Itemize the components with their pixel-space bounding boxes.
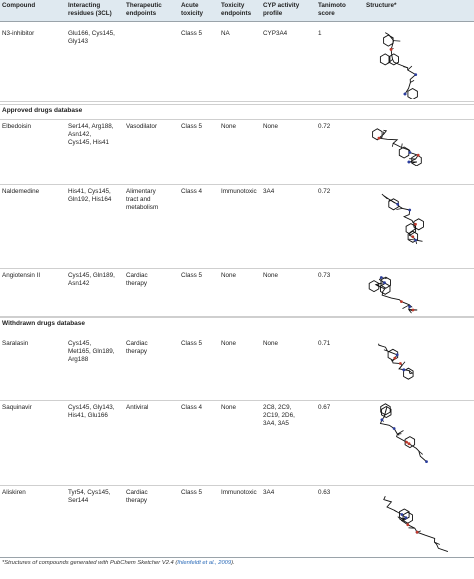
cell-endpoints-line: Cardiac <box>126 272 148 279</box>
cell-residues-line: Asn142, <box>68 131 92 139</box>
row-divider <box>0 119 474 120</box>
cell-endpoints <box>126 123 157 131</box>
header-toxicity-line: Acute <box>181 2 199 9</box>
cell-endpoints <box>126 489 148 505</box>
cell-score: 1 <box>318 30 322 37</box>
cell-toxicity: Class 5 <box>181 30 202 37</box>
cell-tox_endpoints-line: Immunotoxic <box>221 188 257 195</box>
cell-residues-line: Asn142 <box>68 280 90 288</box>
row-divider <box>0 316 474 317</box>
cell-toxicity: Class 5 <box>181 489 202 496</box>
cell-score: 0.73 <box>318 272 331 279</box>
header-cyp-line: profile <box>263 9 283 17</box>
cell-residues <box>68 340 115 364</box>
naldemedine-structure-icon <box>366 184 470 249</box>
cell-tox_endpoints <box>221 272 236 280</box>
header-toxicity <box>181 2 203 18</box>
cell-tox_endpoints <box>221 404 236 412</box>
cell-residues-line: Met165, Gln189, <box>68 348 115 356</box>
cell-tox_endpoints <box>221 30 230 38</box>
cell-residues-line: Ser144 <box>68 497 89 505</box>
footnote-text: *Structures of compounds generated with PubChem Sketcher V2.4 ( <box>2 560 178 566</box>
cell-endpoints <box>126 272 148 288</box>
header-tox_endpoints-line: endpoints <box>221 9 252 17</box>
cell-endpoints-line: therapy <box>126 348 148 356</box>
cell-residues-line: Glu166, Cys145, <box>68 30 115 37</box>
cell-score: 0.72 <box>318 123 331 130</box>
header-residues <box>68 2 112 18</box>
header-score-line: score <box>318 9 335 17</box>
cell-toxicity: Class 4 <box>181 188 202 195</box>
cell-cyp-line: 3A4 <box>263 188 275 195</box>
cell-tox_endpoints-line: None <box>221 272 237 279</box>
header-endpoints <box>126 2 162 18</box>
cell-tox_endpoints-line: Immunotoxic <box>221 489 257 496</box>
cell-endpoints-line: metabolism <box>126 204 159 212</box>
header-structure <box>366 2 396 10</box>
cell-endpoints-line: Antiviral <box>126 404 149 411</box>
cell-cyp <box>263 272 278 280</box>
cell-score: 0.71 <box>318 340 331 347</box>
cell-tox_endpoints-line: None <box>221 123 237 130</box>
table-header-row <box>0 0 474 21</box>
cell-residues <box>68 123 114 147</box>
cell-residues-line: Cys145, Gly143, <box>68 404 115 411</box>
cell-cyp <box>263 340 278 348</box>
cell-tox_endpoints <box>221 188 257 196</box>
angiotensin-structure-icon <box>366 268 470 314</box>
cell-cyp <box>263 489 274 497</box>
row-divider <box>0 400 474 401</box>
row-divider <box>0 101 474 102</box>
header-endpoints-line: endpoints <box>126 9 157 17</box>
cell-cyp-line: CYP3A4 <box>263 30 288 37</box>
cell-residues-line: Gly143 <box>68 38 88 46</box>
cell-cyp-line: 3A4 <box>263 489 275 496</box>
header-compound-line: Compound <box>2 2 36 9</box>
cell-residues <box>68 489 110 505</box>
cell-residues-line: Cys145, His41 <box>68 139 109 147</box>
cell-residues-line: Arg188 <box>68 356 89 364</box>
cell-cyp <box>263 188 274 196</box>
cell-endpoints-line: therapy <box>126 497 148 505</box>
cell-compound: Saralasin <box>2 340 29 347</box>
cell-endpoints <box>126 188 158 212</box>
cell-cyp-line: None <box>263 272 279 279</box>
header-score-line: Tanimoto <box>318 2 346 9</box>
footnote-reference-link[interactable]: Ihlenfeldt et al., 2009 <box>177 560 232 566</box>
cell-compound: Saquinavir <box>2 404 32 411</box>
footnote-end: ). <box>231 560 235 566</box>
cell-compound: Elbedoisin <box>2 123 32 130</box>
cell-toxicity: Class 5 <box>181 340 202 347</box>
cell-endpoints-line: tract and <box>126 196 151 204</box>
row-divider <box>0 317 474 318</box>
cell-residues <box>68 188 111 204</box>
saquinavir-structure-icon <box>366 400 470 466</box>
header-tox_endpoints <box>221 2 251 18</box>
cell-cyp-line: None <box>263 340 279 347</box>
header-cyp <box>263 2 299 18</box>
cell-residues-line: Tyr54, Cys145, <box>68 489 111 496</box>
cell-tox_endpoints-line: None <box>221 340 237 347</box>
row-divider <box>0 21 474 22</box>
cell-compound: Angiotensin II <box>2 272 41 279</box>
header-structure-line: Structure* <box>366 2 397 9</box>
cell-tox_endpoints-line: None <box>221 404 237 411</box>
cell-endpoints <box>126 340 148 356</box>
section-approved: Approved drugs database <box>2 107 83 114</box>
saralasin-structure-icon <box>366 336 470 382</box>
row-divider <box>0 557 474 558</box>
cell-endpoints-line: Alimentary <box>126 188 156 195</box>
header-tox_endpoints-line: Toxicity <box>221 2 245 9</box>
cell-tox_endpoints <box>221 489 257 497</box>
row-divider <box>0 268 474 269</box>
cell-toxicity: Class 4 <box>181 404 202 411</box>
cell-score: 0.72 <box>318 188 331 195</box>
header-toxicity-line: toxicity <box>181 9 204 17</box>
header-score <box>318 2 346 18</box>
cell-residues-line: His41, Glu166 <box>68 412 108 420</box>
cell-tox_endpoints <box>221 123 236 131</box>
cell-tox_endpoints <box>221 340 236 348</box>
cell-compound: Naldemedine <box>2 188 40 195</box>
cell-compound: Aliskiren <box>2 489 26 496</box>
cell-residues-line: Ser144, Arg188, <box>68 123 114 130</box>
aliskiren-structure-icon <box>366 485 470 558</box>
cell-cyp-line: 2C8, 2C9, <box>263 404 292 411</box>
table-footnote <box>2 560 235 567</box>
row-divider <box>0 485 474 486</box>
cell-tox_endpoints-line: NA <box>221 30 230 37</box>
cell-residues <box>68 30 115 46</box>
cell-residues-line: Cys145, Gln189, <box>68 272 115 279</box>
cell-compound: N3-inhibitor <box>2 30 35 37</box>
header-cyp-line: CYP activity <box>263 2 300 9</box>
cell-cyp <box>263 30 287 38</box>
cell-residues-line: His41, Cys145, <box>68 188 111 195</box>
header-residues-line: Interacting <box>68 2 101 9</box>
row-divider <box>0 104 474 105</box>
cell-toxicity: Class 5 <box>181 272 202 279</box>
cell-cyp <box>263 123 278 131</box>
n3-inhibitor-structure-icon <box>366 26 470 99</box>
cell-endpoints-line: Cardiac <box>126 489 148 496</box>
cell-endpoints <box>126 404 148 412</box>
cell-cyp-line: 3A4, 3A5 <box>263 420 289 428</box>
section-withdrawn: Withdrawn drugs database <box>2 320 86 327</box>
cell-score: 0.67 <box>318 404 331 411</box>
cell-endpoints-line: Vasodilator <box>126 123 158 130</box>
cell-endpoints-line: therapy <box>126 280 148 288</box>
cell-cyp-line: 2C19, 2D6, <box>263 412 295 420</box>
header-residues-line: residues (3CL) <box>68 9 112 17</box>
cell-residues <box>68 272 115 288</box>
header-endpoints-line: Therapeutic <box>126 2 162 9</box>
header-compound <box>2 2 35 10</box>
cell-score: 0.63 <box>318 489 331 496</box>
row-divider <box>0 184 474 185</box>
cell-endpoints-line: Cardiac <box>126 340 148 347</box>
cell-residues-line: Cys145, <box>68 340 92 347</box>
cell-residues-line: Gln192, His164 <box>68 196 112 204</box>
elbedoisin-structure-icon <box>366 119 470 166</box>
cell-residues <box>68 404 115 420</box>
cell-toxicity: Class 5 <box>181 123 202 130</box>
cell-cyp-line: None <box>263 123 279 130</box>
cell-cyp <box>263 404 295 428</box>
